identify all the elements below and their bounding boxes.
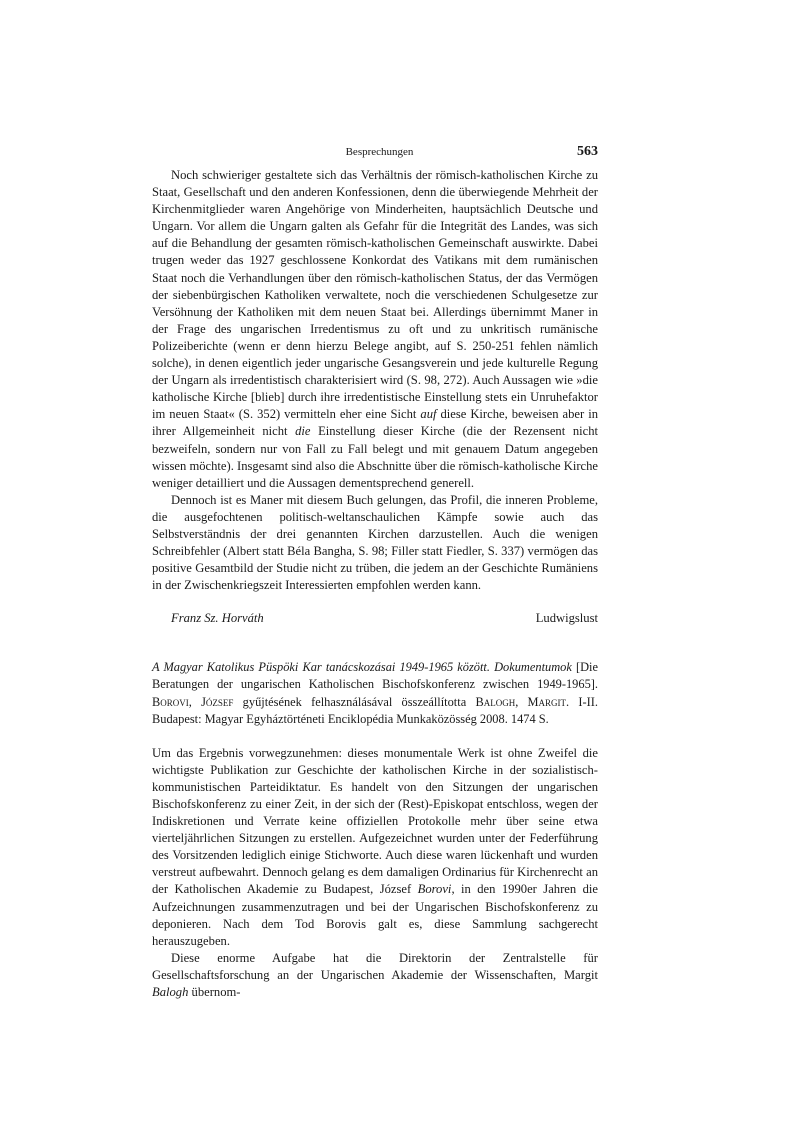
running-head: [152, 144, 598, 164]
review-body: [152, 745, 598, 1001]
review-continuation: [152, 167, 598, 627]
page: [152, 144, 598, 1001]
review-signature: [152, 610, 598, 627]
paragraph: Diese enorme Aufgabe hat die Direktorin der Zentralstelle für Gesellschaftsforschung an der Ungarischen Akademie der Wissenschaften, Margit Balogh übernom-: [152, 950, 598, 1000]
bibliographic-entry: A Magyar Katolikus Püspöki Kar tanácskozásai 1949-1965 között. Dokumentumok [Die Beratungen der ungarischen Katholischen Bischofskonferenz zwischen 1949-1965]. Borovi, József gyűjtésének felhasználásával összeállította Balogh, Margit. I-II. Budapest: Magyar Egyháztörténeti Enciklopédia Munkaközösség 2008. 1474 S.: [152, 660, 598, 726]
running-head-title: Besprechungen: [345, 146, 414, 158]
review-author: Franz Sz. Horváth: [171, 611, 264, 626]
page-number: 563: [577, 144, 598, 159]
paragraph: Noch schwieriger gestaltete sich das Verhältnis der römisch-katholischen Kirche zu Staat, Gesellschaft und den anderen Konfessionen, denn die überwiegende Mehrheit der Kirchenmitglieder waren Angehörige von Minderheiten, hauptsächlich Deutsche und Ungarn. Vor allem die Ungarn galten als Gefahr für die Integrität des Landes, was sich auf die Behandlung der gesamten römisch-katholischen Gemeinschaft auswirkte. Dabei trugen weder das 1927 geschlossene Konkordat des Vatikans mit dem rumänischen Staat noch die Verhandlungen über den römisch-katholischen Status, der das Vermögen der siebenbürgischen Katholiken verwaltete, noch die verschiedenen Schulgesetze zur Versöhnung der Katholiken mit dem neuen Staat bei. Allerdings übernimmt Maner in der Frage des ungarischen Irredentismus zu oft und zu unkritisch rumänische Polizeiberichte (wenn er denn hierzu Belege angibt, auf S. 250-251 fehlen nämlich solche), in denen eigentlich jeder ungarische Gesangsverein und jede kulturelle Regung der Ungarn als irredentistisch charakterisiert wird (S. 98, 272). Auch Aussagen wie »die katholische Kirche [blieb] durch ihre irredentistische Einstellung stets ein Unruhefaktor im neuen Staat« (S. 352) vermitteln eher eine Sicht auf diese Kirche, beweisen aber in ihrer Allgemeinheit nicht die Einstellung dieser Kirche (die der Rezensent nicht bezweifeln, sondern nur von Fall zu Fall belegt und mit genauem Datum angegeben wissen möchte). Insgesamt sind also die Abschnitte über die römisch-katholische Kirche weniger detailliert und die Aussagen dementsprechend generell.: [152, 168, 598, 490]
paragraph: Dennoch ist es Maner mit diesem Buch gelungen, das Profil, die inneren Probleme, die ausgefochtenen politisch-weltanschaulichen Kämpfe sowie auch das Selbstverständnis der drei genannten Kirchen darzustellen. Auch die wenigen Schreibfehler (Albert statt Béla Bangha, S. 98; Filler statt Fiedler, S. 337) vermögen das positive Gesamtbild der Studie nicht zu trüben, die jedem an der Geschichte Rumäniens in der Zwischenkriegszeit Interessierten empfohlen werden kann.: [152, 492, 598, 593]
paragraph: Um das Ergebnis vorwegzunehmen: dieses monumentale Werk ist ohne Zweifel die wichtigste Publikation zur Geschichte der katholischen Kirche in der sozialistisch-kommunistischen Parteidiktatur. Es handelt von den Sitzungen der ungarischen Bischofskonferenz zu einer Zeit, in der sich der (Rest)-Episkopat entschloss, wegen der Indiskretionen und Verrate keine offiziellen Protokolle mehr über seine etwa vierteljährlichen Sitzungen zu erstellen. Aufgezeichnet wurden unter der Federführung des Vorsitzenden lediglich einige Stichworte. Auch diese waren lückenhaft und wurden verstreut aufbewahrt. Dennoch gelang es dem damaligen Ordinarius für Kirchenrecht an der Katholischen Akademie zu Budapest, József Borovi, in den 1990er Jahren die Aufzeichnungen zusammenzutragen und bei der Ungarischen Bischofskonferenz zu deponieren. Nach dem Tod Borovis galt es, diese Sammlung sachgerecht herauszugeben.: [152, 745, 598, 948]
review-location: Ludwigslust: [535, 611, 598, 626]
